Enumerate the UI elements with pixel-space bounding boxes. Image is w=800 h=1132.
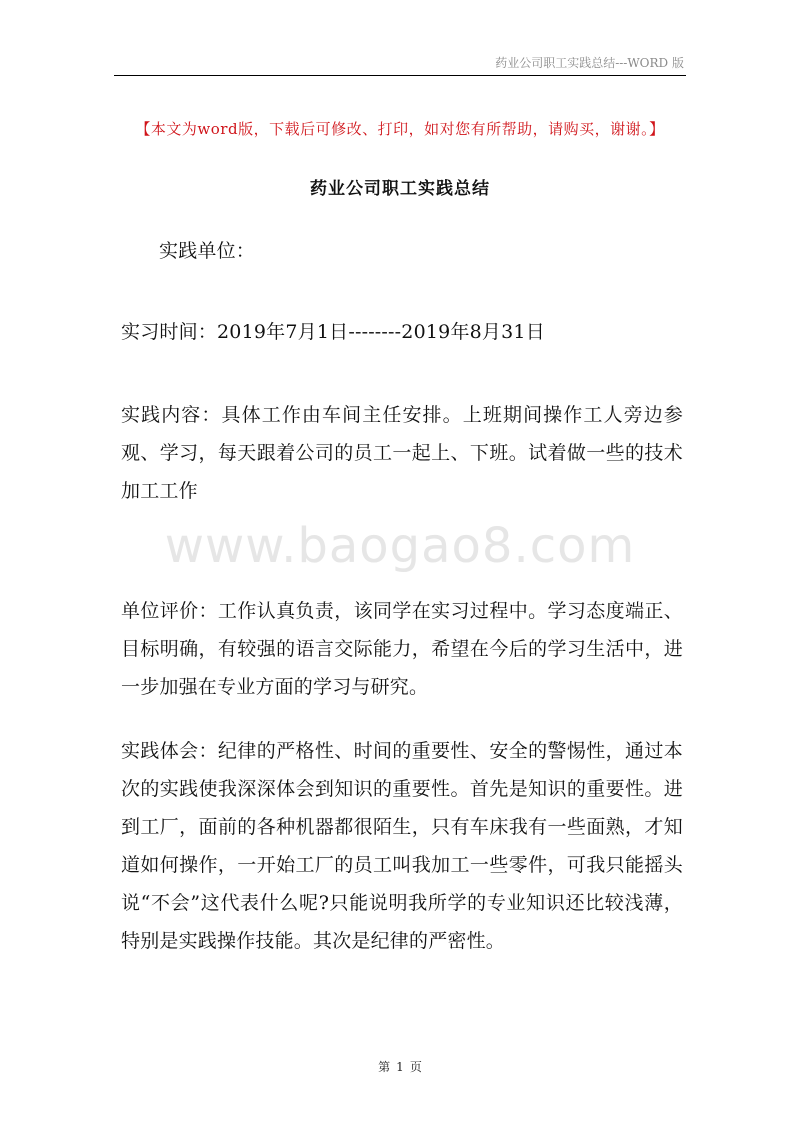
site-watermark: www.baogao8.com bbox=[164, 518, 636, 574]
page-number: 1 bbox=[396, 1060, 404, 1074]
document-title: 药业公司职工实践总结 bbox=[310, 179, 490, 199]
running-header-title: 药业公司职工实践总结---WORD 版 bbox=[495, 56, 684, 70]
page-number-footer bbox=[0, 1058, 800, 1075]
unit-evaluation-paragraph: 单位评价：工作认真负责，该同学在实习过程中。学习态度端正、目标明确，有较强的语言交际能力，希望在今后的学习生活中，进一步加强在专业方面的学习与研究。 bbox=[121, 600, 683, 698]
internship-time-line: 实习时间：2019年7月1日--------2019年8月31日 bbox=[121, 321, 545, 343]
page-prefix: 第 bbox=[378, 1060, 391, 1074]
practice-experience-paragraph: 实践体会：纪律的严格性、时间的重要性、安全的警惕性，通过本次的实践使我深深体会到知识的重要性。首先是知识的重要性。进到工厂，面前的各种机器都很陌生，只有车床我有一些面熟，才知道如何操作，一开始工厂的员工叫我加工一些零件，可我只能摇头说“不会”这代表什么呢?只能说明我所学的专业知识还比较浅薄，特别是实践操作技能。其次是纪律的严密性。 bbox=[121, 740, 683, 952]
practice-content-paragraph: 实践内容：具体工作由车间主任安排。上班期间操作工人旁边参观、学习，每天跟着公司的员工一起上、下班。试着做一些的技术加工工作 bbox=[121, 404, 683, 502]
header-divider bbox=[114, 75, 686, 76]
practice-unit-line: 实践单位： bbox=[159, 240, 256, 262]
purchase-notice: 【本文为word版，下载后可修改、打印，如对您有所帮助，请购买，谢谢。】 bbox=[135, 120, 665, 138]
page-suffix: 页 bbox=[409, 1060, 422, 1074]
